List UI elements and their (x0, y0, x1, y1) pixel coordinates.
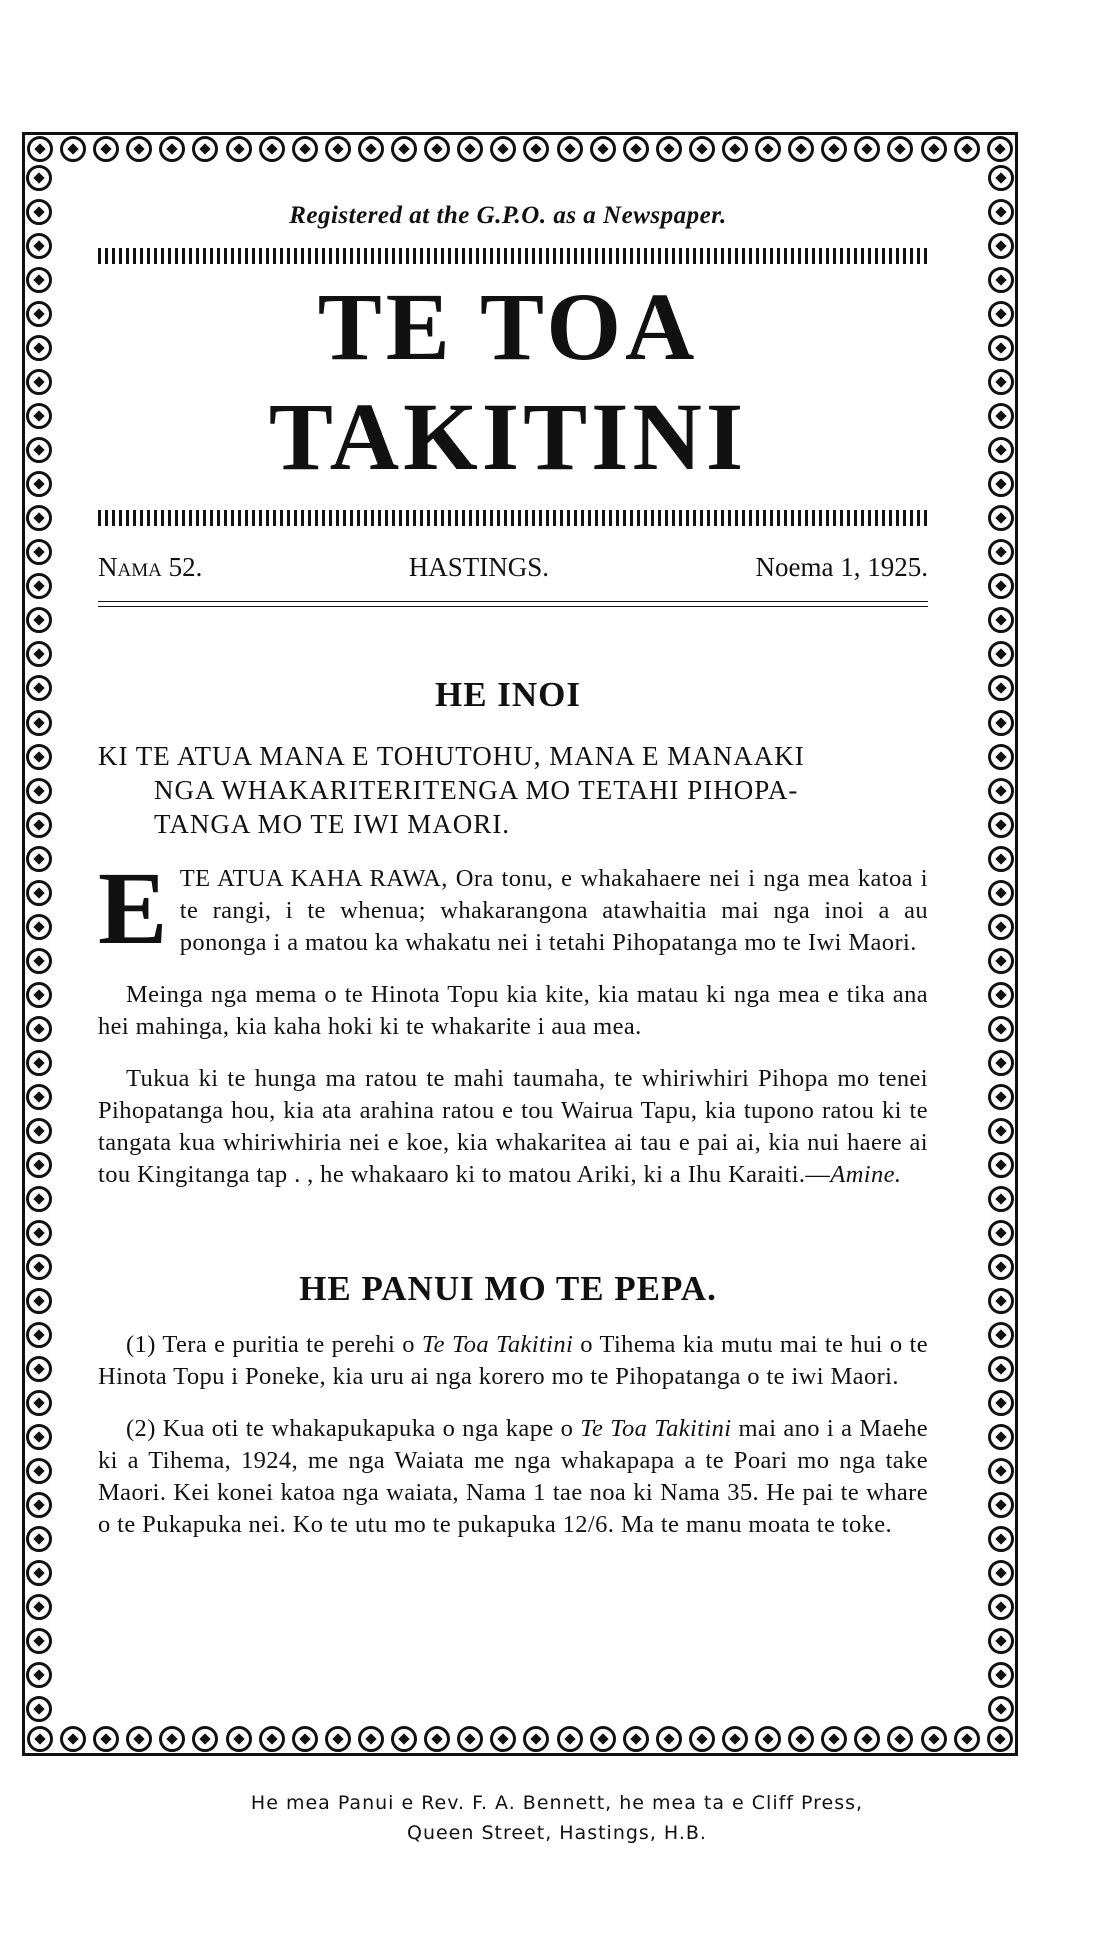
knot-ornament-icon (988, 539, 1014, 565)
notice-item-1 (98, 1329, 928, 1393)
knot-ornament-icon (26, 1220, 52, 1246)
notice-item-1-paper-title: Te Toa Takitini (421, 1331, 574, 1358)
knot-ornament-icon (988, 437, 1014, 463)
knot-ornament-icon (988, 846, 1014, 872)
knot-ornament-icon (26, 233, 52, 259)
knot-ornament-icon (26, 539, 52, 565)
knot-ornament-icon (656, 1726, 682, 1752)
knot-ornament-icon (988, 1560, 1014, 1586)
knot-ornament-icon (60, 1726, 86, 1752)
amen: Amine. (830, 1161, 902, 1188)
knot-ornament-icon (26, 675, 52, 701)
knot-ornament-icon (988, 1628, 1014, 1654)
knot-ornament-icon (988, 1050, 1014, 1076)
knot-ornament-icon (854, 1726, 880, 1752)
prayer-subheading (98, 739, 928, 841)
knot-ornament-icon (788, 1726, 814, 1752)
prayer-paragraph-1-text: TE ATUA KAHA RAWA, Ora tonu, e whakahaere nei i nga mea katoa i te rangi, i te whenua; whakarangona atawhaitia mai nga inoi a au pononga i a matou ka whakatu nei i tetahi Pihopatanga mo te Iwi Maori. (179, 865, 928, 956)
knot-ornament-icon (26, 1560, 52, 1586)
knot-ornament-icon (192, 1726, 218, 1752)
knot-ornament-icon (26, 710, 52, 736)
notice-item-2-rest: mai ano i a Maehe ki a Tihema, 1924, me nga Waiata me nga whakapapa a te Poari mo nga take Maori. Kei konei katoa nga waiata, Nama 1 tae noa ki Nama 35. He pai te whare o te Pukapuka nei. Ko te utu mo te pukapuka 12/6. Ma te manu moata te toke. (98, 1415, 929, 1538)
knot-ornament-icon (26, 335, 52, 361)
knot-ornament-icon (623, 1726, 649, 1752)
knot-ornament-icon (988, 573, 1014, 599)
knot-ornament-icon (988, 641, 1014, 667)
knot-ornament-icon (26, 880, 52, 906)
knot-ornament-icon (821, 1726, 847, 1752)
knot-ornament-icon (27, 136, 53, 162)
knot-ornament-icon (26, 573, 52, 599)
knot-ornament-icon (226, 1726, 252, 1752)
knot-ornament-icon (988, 199, 1014, 225)
border-left-ornaments (22, 165, 56, 1723)
issue-number: Nama 52. (98, 552, 203, 582)
knot-ornament-icon (988, 1526, 1014, 1552)
knot-ornament-icon (26, 471, 52, 497)
knot-ornament-icon (988, 675, 1014, 701)
knot-ornament-icon (988, 1254, 1014, 1280)
knot-ornament-icon (391, 1726, 417, 1752)
printer-imprint (0, 1788, 1114, 1848)
decorative-rule-bottom (98, 510, 928, 526)
knot-ornament-icon (988, 165, 1014, 191)
knot-ornament-icon (26, 403, 52, 429)
knot-ornament-icon (26, 1458, 52, 1484)
knot-ornament-icon (988, 1288, 1014, 1314)
knot-ornament-icon (988, 1186, 1014, 1212)
knot-ornament-icon (26, 1186, 52, 1212)
knot-ornament-icon (689, 1726, 715, 1752)
knot-ornament-icon (26, 812, 52, 838)
knot-ornament-icon (26, 1526, 52, 1552)
knot-ornament-icon (26, 165, 52, 191)
knot-ornament-icon (26, 948, 52, 974)
knot-ornament-icon (988, 982, 1014, 1008)
notice-item-2-paper-title: Te Toa Takitini (580, 1415, 732, 1442)
knot-ornament-icon (292, 1726, 318, 1752)
prayer-subheading-line-3: TANGA MO TE IWI MAORI. (154, 809, 511, 839)
prayer-paragraph-2: Meinga nga mema o te Hinota Topu kia kite, kia matau ki nga mea e tika ana hei mahinga, kia kaha hoki ki te whakarite i aua mea. (98, 981, 928, 1040)
knot-ornament-icon (26, 1356, 52, 1382)
knot-ornament-icon (26, 1662, 52, 1688)
knot-ornament-icon (27, 1726, 53, 1752)
knot-ornament-icon (988, 403, 1014, 429)
knot-ornament-icon (26, 267, 52, 293)
knot-ornament-icon (26, 744, 52, 770)
border-bottom-ornaments (25, 1722, 1015, 1756)
knot-ornament-icon (325, 1726, 351, 1752)
knot-ornament-icon (159, 1726, 185, 1752)
knot-ornament-icon (26, 1084, 52, 1110)
knot-ornament-icon (988, 1322, 1014, 1348)
drop-cap: E (98, 851, 168, 966)
knot-ornament-icon (988, 880, 1014, 906)
knot-ornament-icon (26, 1322, 52, 1348)
knot-ornament-icon (26, 914, 52, 940)
knot-ornament-icon (954, 136, 980, 162)
knot-ornament-icon (490, 1726, 516, 1752)
knot-ornament-icon (358, 1726, 384, 1752)
issue-date: Noema 1, 1925. (755, 552, 928, 582)
knot-ornament-icon (26, 301, 52, 327)
knot-ornament-icon (26, 1594, 52, 1620)
page-content (70, 150, 946, 1541)
knot-ornament-icon (26, 982, 52, 1008)
knot-ornament-icon (557, 1726, 583, 1752)
notice-title: HE PANUI MO TE PEPA. (299, 1269, 717, 1308)
prayer-subheading-line-1: KI TE ATUA MANA E TOHUTOHU, MANA E MANAAKI (98, 741, 805, 771)
imprint-line-1: He mea Panui e Rev. F. A. Bennett, he mea ta e Cliff Press, (250, 1792, 864, 1814)
knot-ornament-icon (988, 1152, 1014, 1178)
knot-ornament-icon (590, 1726, 616, 1752)
knot-ornament-icon (26, 1050, 52, 1076)
knot-ornament-icon (988, 471, 1014, 497)
knot-ornament-icon (26, 1254, 52, 1280)
knot-ornament-icon (26, 437, 52, 463)
knot-ornament-icon (126, 1726, 152, 1752)
knot-ornament-icon (988, 335, 1014, 361)
knot-ornament-icon (523, 1726, 549, 1752)
prayer-paragraph-3-text: Tukua ki te hunga ma ratou te mahi taumaha, te whiriwhiri Pihopa mo tenei Pihopatanga hou, kia ata arahina ratou e tou Wairua Tapu, kia tupono ratou ki te tangata kua whiriwhiria nei e koe, kia whakaritea ai tau e pai ai, kia nui haere ai tou Kingitanga tap . , he whakaaro ki to matou Ariki, ki a Ihu Karaiti.— (98, 1065, 928, 1188)
knot-ornament-icon (988, 1220, 1014, 1246)
knot-ornament-icon (26, 641, 52, 667)
knot-ornament-icon (26, 846, 52, 872)
knot-ornament-icon (26, 1016, 52, 1042)
knot-ornament-icon (988, 1662, 1014, 1688)
knot-ornament-icon (988, 744, 1014, 770)
imprint-line-2: Queen Street, Hastings, H.B. (407, 1822, 707, 1844)
knot-ornament-icon (988, 369, 1014, 395)
knot-ornament-icon (26, 1492, 52, 1518)
knot-ornament-icon (26, 369, 52, 395)
knot-ornament-icon (988, 301, 1014, 327)
knot-ornament-icon (988, 1084, 1014, 1110)
knot-ornament-icon (988, 1492, 1014, 1518)
knot-ornament-icon (988, 607, 1014, 633)
knot-ornament-icon (26, 505, 52, 531)
notice-item-2-lead: (2) Kua oti te whakapukapuka o nga kape o (126, 1415, 581, 1442)
knot-ornament-icon (988, 1458, 1014, 1484)
knot-ornament-icon (887, 1726, 913, 1752)
knot-ornament-icon (921, 1726, 947, 1752)
notice-item-2 (98, 1413, 928, 1541)
knot-ornament-icon (755, 1726, 781, 1752)
knot-ornament-icon (26, 1288, 52, 1314)
knot-ornament-icon (988, 1356, 1014, 1382)
knot-ornament-icon (26, 1390, 52, 1416)
knot-ornament-icon (259, 1726, 285, 1752)
knot-ornament-icon (988, 1016, 1014, 1042)
issue-place: HASTINGS. (408, 552, 550, 582)
knot-ornament-icon (26, 1424, 52, 1450)
knot-ornament-icon (987, 136, 1013, 162)
issue-info-line (98, 552, 928, 583)
knot-ornament-icon (988, 505, 1014, 531)
knot-ornament-icon (26, 607, 52, 633)
knot-ornament-icon (988, 1118, 1014, 1144)
knot-ornament-icon (988, 914, 1014, 940)
knot-ornament-icon (26, 1696, 52, 1722)
knot-ornament-icon (988, 1390, 1014, 1416)
knot-ornament-icon (26, 1118, 52, 1144)
prayer-subheading-line-2: NGA WHAKARITERITENGA MO TETAHI PIHOPA- (154, 775, 799, 805)
knot-ornament-icon (424, 1726, 450, 1752)
prayer-paragraph-1 (98, 851, 928, 966)
notice-item-1-lead: (1) Tera e puritia te perehi o (126, 1331, 422, 1358)
knot-ornament-icon (988, 1594, 1014, 1620)
knot-ornament-icon (988, 267, 1014, 293)
registration-note: Registered at the G.P.O. as a Newspaper. (289, 202, 727, 229)
knot-ornament-icon (988, 812, 1014, 838)
knot-ornament-icon (26, 1152, 52, 1178)
decorative-rule-top (98, 248, 928, 264)
prayer-paragraph-3 (98, 1063, 928, 1191)
knot-ornament-icon (988, 778, 1014, 804)
knot-ornament-icon (988, 948, 1014, 974)
masthead-title: TE TOA TAKITINI (268, 273, 748, 490)
knot-ornament-icon (987, 1726, 1013, 1752)
knot-ornament-icon (457, 1726, 483, 1752)
prayer-title: HE INOI (434, 675, 582, 714)
border-right-ornaments (984, 165, 1018, 1723)
knot-ornament-icon (722, 1726, 748, 1752)
knot-ornament-icon (26, 778, 52, 804)
knot-ornament-icon (93, 1726, 119, 1752)
notice-item-1-rest: o Tihema kia mutu mai te hui o te Hinota Topu i Poneke, kia uru ai nga korero mo te Pihopatanga o te iwi Maori. (98, 1331, 929, 1390)
knot-ornament-icon (988, 1696, 1014, 1722)
knot-ornament-icon (988, 1424, 1014, 1450)
knot-ornament-icon (26, 1628, 52, 1654)
knot-ornament-icon (26, 199, 52, 225)
knot-ornament-icon (988, 233, 1014, 259)
knot-ornament-icon (988, 710, 1014, 736)
knot-ornament-icon (954, 1726, 980, 1752)
double-rule (98, 601, 928, 607)
